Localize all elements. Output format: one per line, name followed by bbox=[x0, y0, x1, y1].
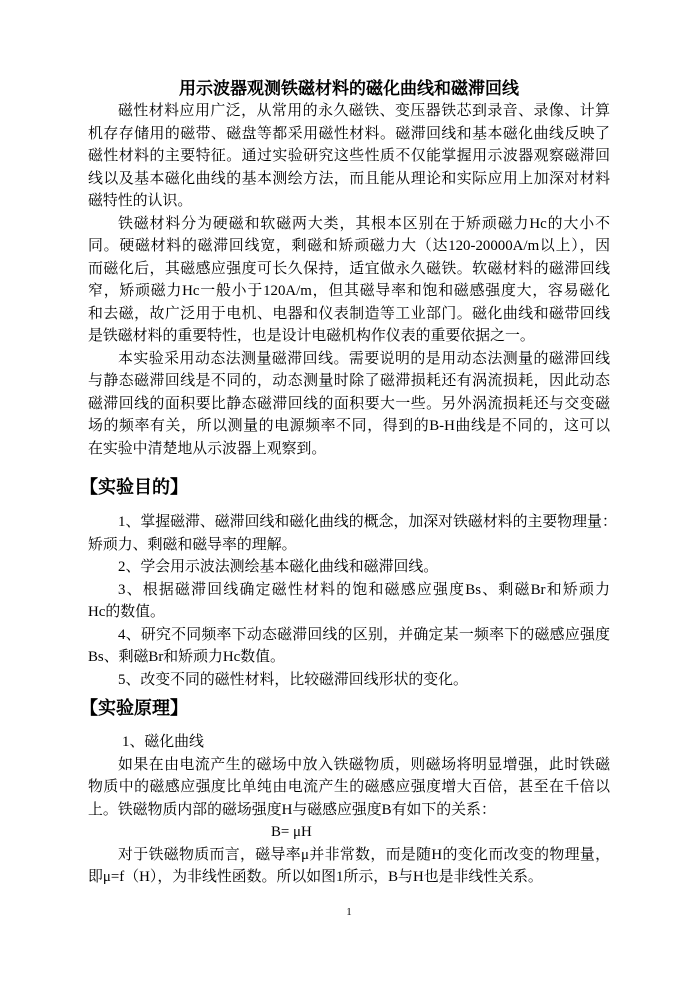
text-line: 1、掌握磁滞、磁滞回线和磁化曲线的概念，加深对铁磁材料的主要物理量： bbox=[118, 514, 617, 530]
intro-paragraphs bbox=[88, 100, 610, 460]
text-line: 与静态磁滞回线是不同的，动态测量时除了磁滞损耗还有涡流损耗，因此动态 bbox=[88, 373, 610, 389]
text-line: 和去磁，故广泛用于电机、电器和仪表制造等工业部门。磁化曲线和磁带回线 bbox=[88, 305, 610, 322]
text-line: 场的频率有关，所以测量的电源频率不同，得到的B-H曲线是不同的，这可以 bbox=[88, 418, 610, 434]
text-line: 同。硬磁材料的磁滞回线宽，剩磁和矫顽磁力大（达120-20000A/m以上），因 bbox=[88, 238, 610, 254]
text-line: 3、根据磁滞回线确定磁性材料的饱和磁感应强度Bs、剩磁Br和矫顽力 bbox=[118, 581, 610, 598]
text-line: Bs、剩磁Br和矫顽力Hc数值。 bbox=[88, 649, 285, 665]
text-line: 磁特性的认识。 bbox=[88, 193, 193, 209]
text-line: 上。铁磁物质内部的磁场强度H与磁感应强度B有如下的关系： bbox=[88, 801, 496, 818]
text-line: 在实验中清楚地从示波器上观察到。 bbox=[88, 440, 327, 457]
document-page bbox=[80, 77, 617, 923]
text-line: 矫顽力、剩磁和磁导率的理解。 bbox=[88, 536, 297, 553]
text-line: 如果在由电流产生的磁场中放入铁磁物质，则磁场将明显增强，此时铁磁 bbox=[118, 756, 610, 773]
text-line: 2、学会用示波法测绘基本磁化曲线和磁滞回线。 bbox=[118, 559, 439, 575]
principle-text bbox=[88, 731, 610, 889]
text-line: 4、研究不同频率下动态磁滞回线的区别，并确定某一频率下的磁感应强度 bbox=[118, 626, 610, 643]
text-line: 磁滞回线的面积要比静态磁滞回线的面积要大一些。另外涡流损耗还与交变磁 bbox=[88, 395, 610, 412]
text-line: 而磁化后，其磁感应强度可长久保持，适宜做永久磁铁。软磁材料的磁滞回线 bbox=[88, 260, 610, 277]
text-line: 5、改变不同的磁性材料，比较磁滞回线形状的变化。 bbox=[118, 671, 468, 688]
text-line: 窄，矫顽磁力Hc一般小于120A/m，但其磁导率和饱和磁感强度大，容易磁化 bbox=[88, 283, 610, 299]
text-line: 即μ=f（H），为非线性函数。所以如图1所示，B与H也是非线性关系。 bbox=[88, 869, 543, 885]
text-line: 物质中的磁感应强度比单纯由电流产生的磁感应强度增大百倍，甚至在千倍以 bbox=[88, 779, 610, 795]
text-line: 磁性材料应用广泛，从常用的永久磁铁、变压器铁芯到录音、录像、计算 bbox=[118, 103, 610, 119]
section-heading-principle: 【实验原理】 bbox=[80, 698, 188, 718]
purpose-list bbox=[88, 511, 617, 691]
section-heading-purpose: 【实验目的】 bbox=[80, 477, 188, 497]
text-line: 铁磁材料分为硬磁和软磁两大类，其根本区别在于矫顽磁力Hc的大小不 bbox=[118, 215, 610, 232]
page-number: 1 bbox=[346, 906, 352, 918]
text-line: 机存存储用的磁带、磁盘等都采用磁性材料。磁滞回线和基本磁化曲线反映了 bbox=[88, 125, 610, 142]
text-line: 对于铁磁物质而言，磁导率μ并非常数，而是随H的变化而改变的物理量， bbox=[118, 846, 610, 863]
text-line: 是铁磁材料的重要特性，也是设计电磁机构作仪表的重要依据之一。 bbox=[88, 328, 535, 344]
text-line: 磁性材料的主要特征。通过实验研究这些性质不仅能掌握用示波器观察磁滞回 bbox=[88, 148, 610, 164]
text-line: Hc的数值。 bbox=[88, 604, 165, 620]
text-line: 1、磁化曲线 bbox=[122, 734, 204, 750]
text-line: B= μH bbox=[271, 824, 312, 840]
page-title: 用示波器观测铁磁材料的磁化曲线和磁滞回线 bbox=[179, 79, 519, 98]
text-line: 本实验采用动态法测量磁滞回线。需要说明的是用动态法测量的磁滞回线 bbox=[118, 350, 610, 367]
text-line: 线以及基本磁化曲线的基本测绘方法，而且能从理论和实际应用上加深对材料 bbox=[88, 170, 610, 187]
